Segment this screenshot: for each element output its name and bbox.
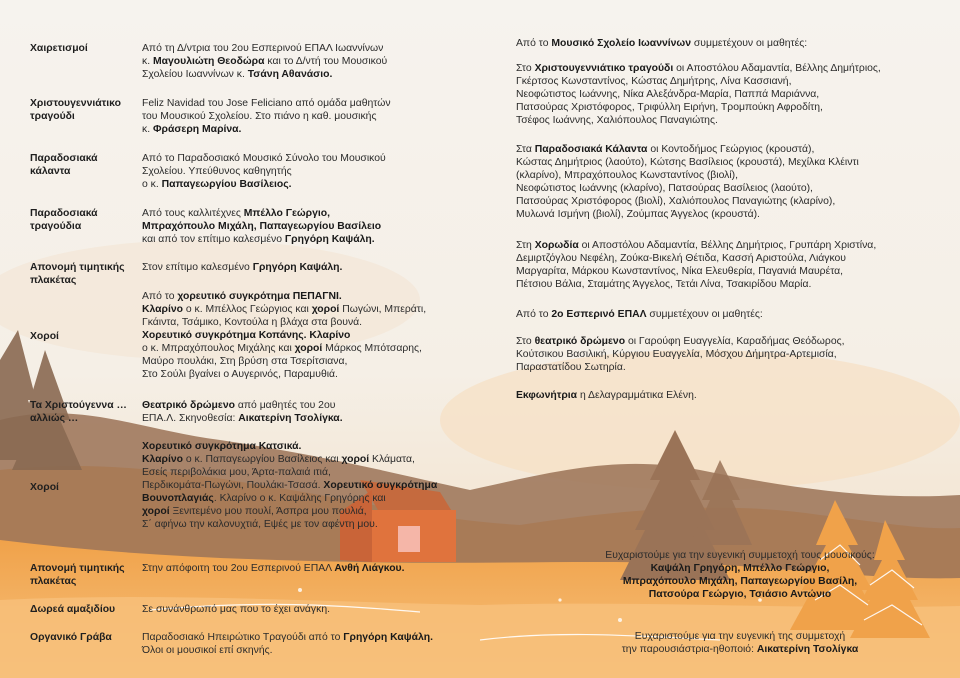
music-school-heading [516,37,936,50]
text-segment: Πατσούρας Χριστόφορος (βιολί), Χαλιόπουλος Παναγιώτης (κλαρίνο), [516,196,836,207]
text-segment: ο κ. [142,179,162,190]
text-segment: Πωγώνι, Μπεράτι, [339,304,427,315]
bold-segment: Μαγουλιώτη Θεοδώρα [152,56,265,67]
text-segment: την παρουσιάστρια-ηθοποιό: [621,644,757,655]
bold-segment: Αικατερίνη Τσολίγκα. [238,413,343,424]
text-segment: ΕΠΑ.Λ. Σκηνοθεσία: [142,413,239,424]
text-line [142,261,482,274]
bold-segment: Κλαρίνο [142,304,183,315]
text-segment: Στα [516,144,535,155]
text-line [142,55,482,68]
text-line [516,62,936,75]
text-line [142,220,482,233]
text-line [142,152,482,165]
text-line [516,37,936,50]
row-text-greetings [142,42,482,81]
row-label-wheelchair-donation: Δωρεά αμαξιδίου [30,604,116,615]
text-line [142,453,482,466]
text-segment: Πατσούρας Χριστόφορος, Τριφύλλη Ειρήνη, Τρομπούκη Αφροδίτη, [516,102,823,113]
text-line [516,348,936,361]
text-line [516,252,936,265]
bold-segment: Τσάνη Αθανάσιο. [247,69,333,80]
text-line [516,143,936,156]
text-segment: Τσέφος Ιωάννης, Χαλιόπουλος Παναγιώτης. [516,115,718,126]
text-segment: Feliz Navidad του Jose Feliciano από ομάδα μαθητών [142,98,391,109]
text-segment: Κούτσικου Βασιλική, Κύργιου Ευαγγελία, Μόσχου Δήμητρα-Αρτεμισία, [516,349,837,360]
text-segment: και από τον επίτιμο καλεσμένο [142,234,285,245]
text-segment: Εσείς περιβολάκια μου, Άρτα-παλαιά ιτιά, [142,467,331,478]
announcer [516,389,936,402]
text-segment: οι Κοντοδήμος Γεώργιος (κρουστά), [647,144,815,155]
row-text-dances-2 [142,440,482,531]
bold-segment: Χορευτικό συγκρότημα [323,480,438,491]
text-segment: οι Αποστόλου Αδαμαντία, Βέλλης Δημήτριος, [673,63,881,74]
text-line [142,207,482,220]
row-label-dances-1: Χοροί [30,331,59,342]
text-segment: Ξενιτεμένο μου πουλί, Άσπρα μου πουλιά, [169,506,367,517]
text-line [142,492,482,505]
row-label-greetings: Χαιρετισμοί [30,43,88,54]
text-segment: Μαύρο πουλάκι, Στη βρύση στα Τσερίτσιανα, [142,356,348,367]
text-line [516,308,936,321]
text-line [142,290,482,303]
text-segment: Ευχαριστούμε για την ευγενική της συμμετοχή [634,631,846,642]
text-line [142,479,482,492]
text-segment: Όλοι οι μουσικοί επί σκηνής. [142,645,273,656]
bold-segment: χοροί [142,506,170,517]
text-line [142,644,482,657]
text-segment: ο κ. Μπραχόπουλος Μιχάλης και [142,343,295,354]
text-line [540,643,940,656]
row-label-theatre: Τα Χριστούγεννα … αλλιώς … [30,400,127,424]
text-line [516,101,936,114]
text-segment: από μαθητές του 2ου [234,400,336,411]
bold-segment: Κλαρίνο [142,454,183,465]
bold-segment: Μπέλλο Γεώργιο, [243,208,331,219]
text-line [142,42,482,55]
text-segment: Παραστατίδου Σωτηρία. [516,362,626,373]
text-segment: και το Δ/ντή του Μουσικού [264,56,388,67]
choir-participants [516,239,936,291]
text-segment: ο κ. Παπαγεωργίου Βασίλειος και [182,454,342,465]
row-text-instrumental [142,631,482,657]
text-line [142,368,482,381]
row-text-honorary-plaque [142,261,482,274]
row-label-honorary-plaque-2: Απονομή τιμητικής πλακέτας [30,563,125,587]
bold-segment: Γρηγόρη Καψάλη. [252,262,343,273]
text-line [516,239,936,252]
text-line [142,603,482,616]
row-label-honorary-plaque: Απονομή τιμητικής πλακέτας [30,262,125,286]
text-segment: Γκάιντα, Τσάμικο, Κοντούλα η βλάχα στα βουνά. [142,317,363,328]
bold-segment: θεατρικό δρώμενο [534,336,626,347]
text-segment: Πέτσιου Βάλια, Σταμάτης Άγγελος, Τετάι Λίνα, Τσακιρίδου Μαρία. [516,279,812,290]
text-segment: συμμετέχουν οι μαθητές: [690,38,808,49]
text-segment: Από τους καλλιτέχνες [142,208,244,219]
text-line [142,165,482,178]
text-line [142,518,482,531]
row-label-christmas-song: Χριστουγεννιάτικο τραγούδι [30,98,121,122]
text-segment: Νεοφώτιστος Ιωάννης, Νίκα Αλεξάνδρα-Μαρία, Παππά Μαριάννα, [516,89,820,100]
text-line [142,505,482,518]
text-line [516,182,936,195]
bold-segment: Παραδοσιακά Κάλαντα [534,144,648,155]
text-line [142,342,482,355]
thanks-presenter [540,630,940,656]
bold-segment: Μπραχόπουλο Μιχάλη, Παπαγεωργίου Βασίλειο [142,221,382,232]
row-text-traditional-songs [142,207,482,246]
text-segment: Από το [142,291,178,302]
bold-segment: Χορωδία [534,240,579,251]
text-line [142,68,482,81]
text-line [142,178,482,191]
text-line [142,233,482,246]
text-segment: Παραδοσιακό Ηπειρώτικο Τραγούδι από το [142,632,344,643]
row-label-traditional-songs: Παραδοσιακά τραγούδια [30,208,98,232]
bold-segment: Πατσούρα Γεώργιο, Τσιάσιο Αντώνιο [648,589,832,600]
text-segment: Σε συνάνθρωπό μας που το έχει ανάγκη. [142,604,330,615]
text-line [540,588,940,601]
text-line [516,208,936,221]
text-segment: Από το [516,38,552,49]
text-segment: Μυλωνά Ισμήνη (βιολί), Ζούμπας Άγγελος (κρουστά). [516,209,760,220]
bold-segment: Χορευτικό συγκρότημα Κατσικά. [142,441,302,452]
text-line [540,549,940,562]
text-segment: Από το Παραδοσιακό Μουσικό Σύνολο του Μουσικού [142,153,386,164]
text-segment: Περδικομάτα-Πωγώνι, Πουλάκι-Τσασά. [142,480,324,491]
carols-participants [516,143,936,221]
text-segment: Νεοφώτιστος Ιωάννης (κλαρίνο), Πατσούρας Βασίλειος (λαούτο), [516,183,813,194]
text-line [516,278,936,291]
text-line [516,114,936,127]
theatre-participants [516,335,936,374]
row-label-dances-2: Χοροί [30,482,59,493]
text-segment: κ. [142,124,153,135]
text-line [516,195,936,208]
text-segment: ο κ. Μπέλλος Γεώργιος και [182,304,312,315]
evening-epal-heading [516,308,936,321]
bold-segment: χορευτικό συγκρότημα ΠΕΠΑΓΝΙ. [177,291,342,302]
text-line [516,335,936,348]
text-segment: συμμετέχουν οι μαθητές: [646,309,763,320]
text-line [516,389,936,402]
text-line [142,631,482,644]
text-line [142,110,482,123]
text-segment: Στη [516,240,535,251]
text-line [142,316,482,329]
bold-segment: χοροί [341,454,370,465]
text-segment: οι Γαρούφη Ευαγγελία, Καραδήμας Θεόδωρος, [625,336,845,347]
bold-segment: Μπραχόπουλο Μιχάλη, Παπαγεωργίου Βασίλη, [622,576,858,587]
bold-segment: Χορευτικό συγκρότημα Κοπάνης. Κλαρίνο [142,330,351,341]
text-segment: Στο [516,63,535,74]
text-line [142,399,482,412]
bold-segment: Θεατρικό δρώμενο [142,400,235,411]
text-line [142,123,482,136]
text-segment: Στον επίτιμο καλεσμένο [142,262,253,273]
row-label-carols: Παραδοσιακά κάλαντα [30,153,98,177]
row-text-theatre [142,399,482,425]
row-label-instrumental: Οργανικό Γράβα [30,632,112,643]
bold-segment: Αικατερίνη Τσολίγκα [756,644,859,655]
text-segment: Σ΄ αφήνω την καλονυχτιά, Εψές με τον αφέντη μου. [142,519,378,530]
text-segment: Κώστας Δημήτριος (λαούτο), Κώτσης Βασίλειος (κρουστά), Μεχίλκα Κλέιντι [516,157,859,168]
row-text-christmas-song [142,97,482,136]
row-text-wheelchair-donation [142,603,482,616]
text-segment: Στο [516,336,535,347]
text-segment: (κλαρίνο), Μπραχόπουλος Κωνσταντίνος (βιολί), [516,170,739,181]
bold-segment: Παπαγεωργίου Βασίλειος. [161,179,292,190]
text-segment: Κλάματα, [369,454,415,465]
text-segment: Μάρκος Μπότσαρης, [322,343,422,354]
bold-segment: Γρηγόρη Καψάλη. [343,632,433,643]
text-segment: Στο Σούλι βγαίνει ο Αυγερινός, Παραμυθιά. [142,369,338,380]
thanks-musicians [540,549,940,601]
text-segment: Ευχαριστούμε για την ευγενική συμμετοχή τους μουσικούς: [605,550,875,561]
text-segment: του Μουσικού Σχολείου. Στο πιάνο η καθ. μουσικής [142,111,377,122]
text-line [516,156,936,169]
text-segment: Σχολείου. Υπεύθυνος καθηγητής [142,166,292,177]
text-line [142,97,482,110]
text-line [142,466,482,479]
bold-segment: Γρηγόρη Καψάλη. [284,234,375,245]
row-text-dances-1 [142,290,482,381]
text-line [516,169,936,182]
text-segment: Από τη Δ/ντρια του 2ου Εσπερινού ΕΠΑΛ Ιωαννίνων [142,43,384,54]
bold-segment: Εκφωνήτρια [516,390,578,401]
text-line [540,575,940,588]
christmas-song-participants [516,62,936,127]
text-segment: Σχολείου Ιωαννίνων κ. [142,69,248,80]
text-segment: οι Αποστόλου Αδαμαντία, Βέλλης Δημήτριος, Γρυπάρη Χριστίνα, [578,240,877,251]
bold-segment: χοροί [311,304,340,315]
text-segment: . Κλαρίνο ο κ. Καψάλης Γρηγόρης και [213,493,386,504]
row-text-honorary-plaque-2 [142,562,482,575]
text-segment: κ. [142,56,153,67]
text-line [142,440,482,453]
text-segment: η Δελαγραμμάτικα Ελένη. [577,390,697,401]
text-line [516,75,936,88]
bold-segment: Μουσικό Σχολείο Ιωαννίνων [551,38,691,49]
text-segment: Στην απόφοιτη του 2ου Εσπερινού ΕΠΑΛ [142,563,335,574]
text-segment: Από το [516,309,552,320]
bold-segment: Καψάλη Γρηγόρη, Μπέλλο Γεώργιο, [650,563,830,574]
bold-segment: Χριστουγεννιάτικο τραγούδι [534,63,674,74]
text-line [540,630,940,643]
text-line [516,265,936,278]
text-line [142,355,482,368]
bold-segment: 2ο Εσπερινό ΕΠΑΛ [551,309,647,320]
text-line [142,303,482,316]
text-segment: Μαργαρίτα, Μάρκου Κωνσταντίνος, Νίκα Ελευθερία, Παγανιά Μαυρέτα, [516,266,844,277]
bold-segment: Βουνοπλαγιάς [142,493,214,504]
row-text-carols [142,152,482,191]
text-line [142,562,482,575]
bold-segment: Ανθή Λιάγκου. [334,563,405,574]
text-line [516,361,936,374]
text-line [540,562,940,575]
text-line [516,88,936,101]
text-segment: Γκέρτσος Κωνσταντίνος, Κώστας Δημήτρης, Λίνα Κασσιανή, [516,76,792,87]
text-line [142,412,482,425]
bold-segment: Φράσερη Μαρίνα. [152,124,242,135]
text-segment: Δεμιρτζόγλου Νεφέλη, Ζούκα-Βικελή Θέτιδα, Κασσή Αριστούλα, Λιάγκου [516,253,846,264]
text-line [142,329,482,342]
bold-segment: χοροί [294,343,323,354]
